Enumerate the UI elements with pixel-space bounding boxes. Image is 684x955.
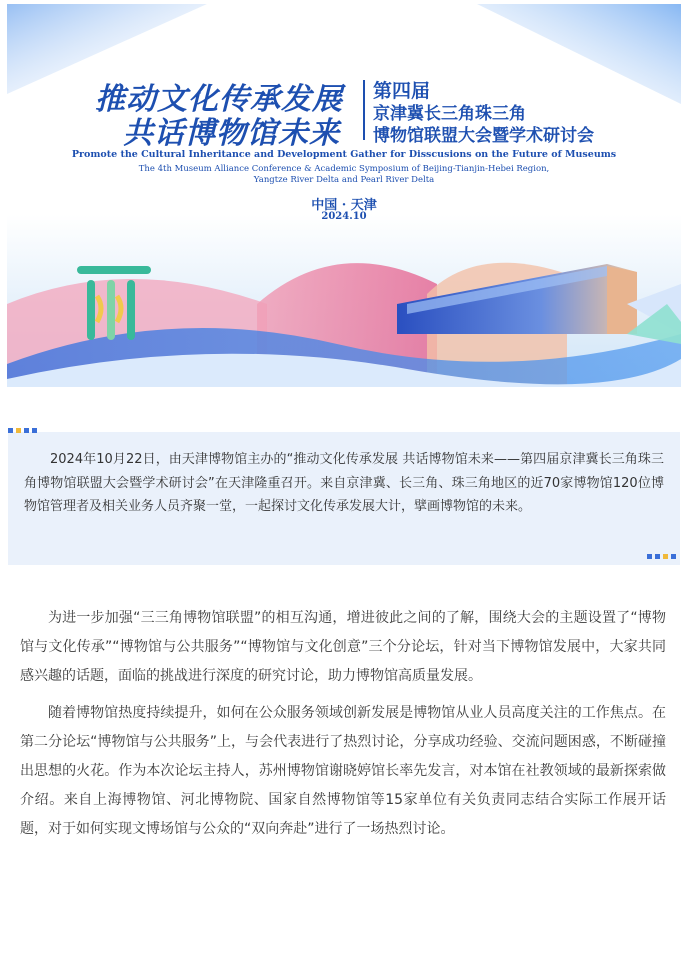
title-divider <box>363 80 365 140</box>
banner-title-line1: 推动文化传承发展 <box>95 82 343 117</box>
decor-dots-top <box>8 428 37 433</box>
banner-date: 2024.10 <box>321 211 367 222</box>
event-banner <box>7 4 681 387</box>
paragraph-2: 随着博物馆热度持续提升，如何在公众服务领域创新发展是博物馆从业人员高度关注的工作焦点。在第二分论坛“博物馆与公共服务”上，与会代表进行了热烈讨论，分享成功经验、交流问题困惑，不断碰撞出思想的火花。作为本次论坛主持人，苏州博物馆谢晓婷馆长率先发言，对本馆在社教领域的最新探索做介绍。来自上海博物馆、河北博物院、国家自然博物馆等15家单位有关负责同志结合实际工作展开话题，对于如何实现文博场馆与公众的“双向奔赴”进行了一场热烈讨论。 <box>20 705 666 837</box>
intro-text: 2024年10月22日，由天津博物馆主办的“推动文化传承发展 共话博物馆未来——第四届京津冀长三角珠三角博物馆联盟大会暨学术研讨会”在天津隆重召开。来自京津冀、长三角、珠三角地区的近70家博物馆120位博物馆管理者及相关业务人员齐聚一堂，一起探讨文化传承发展大计，擘画博物馆的未来。 <box>24 452 664 514</box>
paragraph-1: 为进一步加强“三三角博物馆联盟”的相互沟通，增进彼此之间的了解，围绕大会的主题设置了“博物馆与文化传承”“博物馆与公共服务”“博物馆与文化创意”三个分论坛，针对当下博物馆发展中，大家共同感兴趣的话题，面临的挑战进行深度的研究讨论，助力博物馆高质量发展。 <box>20 610 666 684</box>
banner-english-title: Promote the Cultural Inheritance and Development Gather for Disscusions on the Future of Museums <box>71 149 617 160</box>
intro-box <box>8 432 680 565</box>
banner-title-line2: 共话博物馆未来 <box>123 116 340 151</box>
decor-dots-bottom <box>647 554 676 559</box>
banner-regions: 京津冀长三角珠三角 <box>373 104 526 124</box>
banner-edition: 第四届 <box>373 80 431 102</box>
banner-english-subtitle <box>7 164 681 186</box>
english-subtitle-line2: Yangtze River Delta and Pearl River Delta <box>253 175 435 185</box>
banner-conference-name: 博物馆联盟大会暨学术研讨会 <box>373 126 594 146</box>
english-subtitle-line1: The 4th Museum Alliance Conference & Academic Symposium of Beijing-Tianjin-Hebei Region, <box>138 164 550 174</box>
banner-location: 中国 · 天津 <box>311 198 377 213</box>
article-body <box>20 604 666 852</box>
